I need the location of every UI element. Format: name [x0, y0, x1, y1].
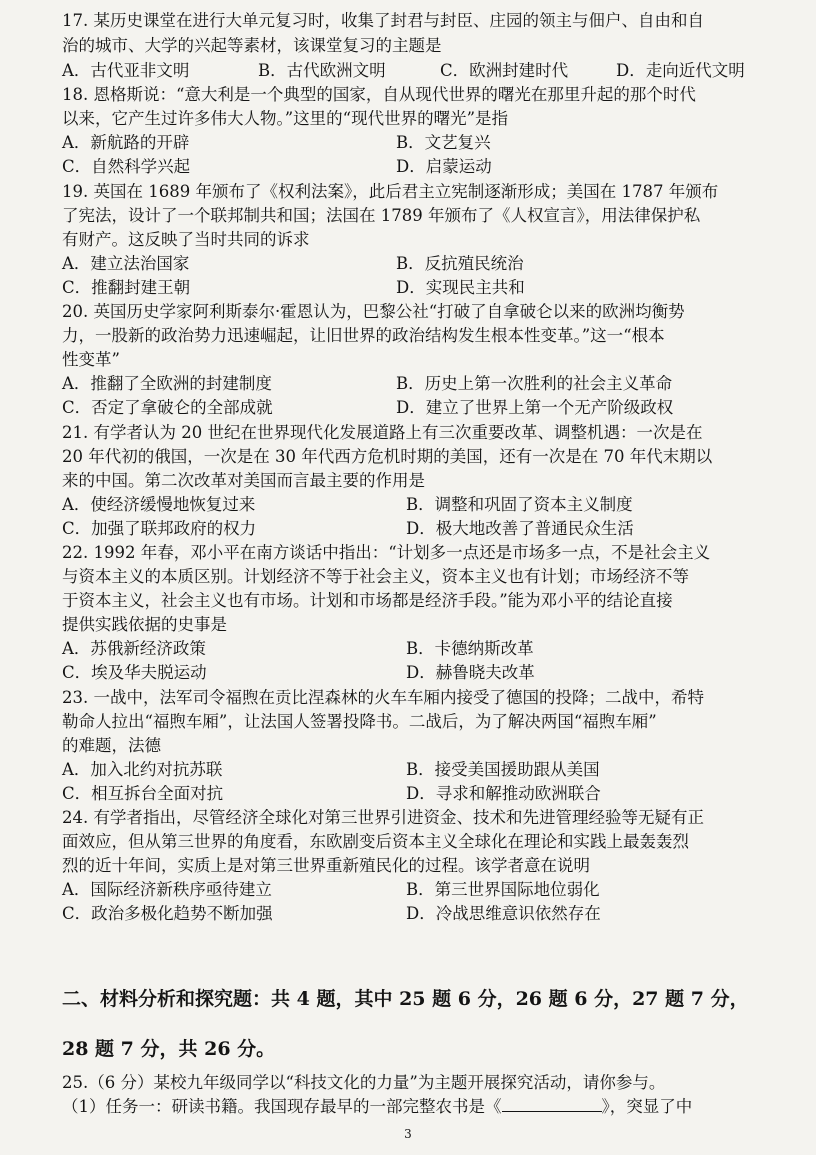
- answer-blank[interactable]: [502, 1097, 602, 1112]
- q21-stem-line-2: 20 年代初的俄国，一次是在 30 年代西方危机时期的美国，还有一次是在 70 年代末期以: [62, 447, 713, 466]
- q20-stem-line-3: 性变革”: [62, 350, 120, 369]
- page-number: 3: [404, 1127, 412, 1141]
- q21-stem-line-3: 来的中国。第二次改革对美国而言最主要的作用是: [62, 471, 425, 490]
- q22-stem-line-4: 提供实践依据的史事是: [62, 615, 227, 634]
- q22-option-c: C．埃及华夫脱运动: [62, 663, 207, 682]
- q25-task-line: [62, 1096, 762, 1118]
- q18-option-d: D．启蒙运动: [396, 157, 492, 176]
- q19-option-c: C．推翻封建王朝: [62, 278, 191, 297]
- q18-option-a: A．新航路的开辟: [62, 133, 190, 152]
- q17-option-b: B．古代欧洲文明: [258, 61, 386, 80]
- q21-option-b: B．调整和巩固了资本主义制度: [406, 495, 633, 514]
- q21-stem-line-1: 21. 有学者认为 20 世纪在世界现代化发展道路上有三次重要改革、调整机遇：一次是在: [62, 423, 703, 442]
- q18-option-c: C．自然科学兴起: [62, 157, 191, 176]
- q24-option-b: B．第三世界国际地位弱化: [406, 880, 600, 899]
- q22-option-a: A．苏俄新经济政策: [62, 639, 206, 658]
- q23-option-c: C．相互拆台全面对抗: [62, 784, 224, 803]
- q20-option-a: A．推翻了全欧洲的封建制度: [62, 374, 272, 393]
- q20-option-d: D．建立了世界上第一个无产阶级政权: [396, 398, 674, 417]
- q17-stem-line-1: 17. 某历史课堂在进行大单元复习时，收集了封君与封臣、庄园的领主与佃户、自由和自: [62, 11, 704, 30]
- q24-stem-line-1: 24. 有学者指出，尽管经济全球化对第三世界引进资金、技术和先进管理经验等无疑有正: [62, 808, 704, 827]
- q20-stem-line-2: 力，一股新的政治势力迅速崛起，让旧世界的政治结构发生根本性变革。”这一“根本: [62, 326, 665, 345]
- q19-option-d: D．实现民主共和: [396, 278, 525, 297]
- q17-option-d: D．走向近代文明: [616, 61, 745, 80]
- q20-option-b: B．历史上第一次胜利的社会主义革命: [396, 374, 673, 393]
- q18-option-b: B．文艺复兴: [396, 133, 491, 152]
- q19-stem-line-1: 19. 英国在 1689 年颁布了《权利法案》，此后君主立宪制逐渐形成；美国在 1787 年颁布: [62, 182, 719, 201]
- q24-stem-line-2: 面效应，但从第三世界的角度看，东欧剧变后资本主义全球化在理论和实践上最轰轰烈: [62, 832, 689, 851]
- q18-stem-line-1: 18. 恩格斯说：“意大利是一个典型的国家，自从现代世界的曙光在那里升起的那个时代: [62, 85, 696, 104]
- q20-option-c: C．否定了拿破仑的全部成就: [62, 398, 273, 417]
- q22-option-d: D．赫鲁晓夫改革: [406, 663, 535, 682]
- section-title-line-2: 28 题 7 分，共 26 分。: [62, 1038, 276, 1060]
- q17-option-c: C．欧洲封建时代: [440, 61, 569, 80]
- q19-option-a: A．建立法治国家: [62, 254, 190, 273]
- q25-stem-line-1: 25.（6 分）某校九年级同学以“科技文化的力量”为主题开展探究活动，请你参与。: [62, 1073, 666, 1092]
- q24-stem-line-3: 烈的近十年间，实质上是对第三世界重新殖民化的过程。该学者意在说明: [62, 856, 590, 875]
- q19-option-b: B．反抗殖民统治: [396, 254, 524, 273]
- q24-option-c: C．政治多极化趋势不断加强: [62, 904, 273, 923]
- section-title-line-1: 二、材料分析和探究题：共 4 题，其中 25 题 6 分，26 题 6 分，27 题 7 分，: [62, 988, 749, 1010]
- q22-stem-line-3: 于资本主义，社会主义也有市场。计划和市场都是经济手段。”能为邓小平的结论直接: [62, 591, 673, 610]
- q17-stem-line-2: 治的城市、大学的兴起等素材，该课堂复习的主题是: [62, 36, 442, 55]
- q18-stem-line-2: 以来，它产生过许多伟大人物。”这里的“现代世界的曙光”是指: [62, 109, 509, 128]
- q23-stem-line-3: 的难题，法德: [62, 736, 161, 755]
- q21-option-a: A．使经济缓慢地恢复过来: [62, 495, 256, 514]
- q17-option-a: A．古代亚非文明: [62, 61, 190, 80]
- q25-task-text-before: （1）任务一：研读书籍。我国现存最早的一部完整农书是《: [62, 1097, 502, 1116]
- q24-option-d: D．冷战思维意识依然存在: [406, 904, 601, 923]
- q22-option-b: B．卡德纳斯改革: [406, 639, 534, 658]
- q23-option-a: A．加入北约对抗苏联: [62, 760, 223, 779]
- q23-stem-line-1: 23. 一战中，法军司令福煦在贡比涅森林的火车车厢内接受了德国的投降；二战中，希特: [62, 688, 704, 707]
- q25-task-text-after: 》，突显了中: [601, 1097, 693, 1116]
- q20-stem-line-1: 20. 英国历史学家阿利斯泰尔·霍恩认为，巴黎公社“打破了自拿破仑以来的欧洲均衡势: [62, 302, 685, 321]
- q22-stem-line-2: 与资本主义的本质区别。计划经济不等于社会主义，资本主义也有计划；市场经济不等: [62, 567, 689, 586]
- q19-stem-line-2: 了宪法，设计了一个联邦制共和国；法国在 1789 年颁布了《人权宣言》，用法律保护私: [62, 206, 701, 225]
- q21-option-d: D．极大地改善了普通民众生活: [406, 519, 634, 538]
- q24-option-a: A．国际经济新秩序亟待建立: [62, 880, 272, 899]
- q21-option-c: C．加强了联邦政府的权力: [62, 519, 257, 538]
- q22-stem-line-1: 22. 1992 年春，邓小平在南方谈话中指出：“计划多一点还是市场多一点，不是社会主义: [62, 543, 711, 562]
- q23-option-b: B．接受美国援助跟从美国: [406, 760, 600, 779]
- q23-stem-line-2: 勒命人拉出“福煦车厢”，让法国人签署投降书。二战后，为了解决两国“福煦车厢”: [62, 712, 657, 731]
- q19-stem-line-3: 有财产。这反映了当时共同的诉求: [62, 230, 310, 249]
- q23-option-d: D．寻求和解推动欧洲联合: [406, 784, 601, 803]
